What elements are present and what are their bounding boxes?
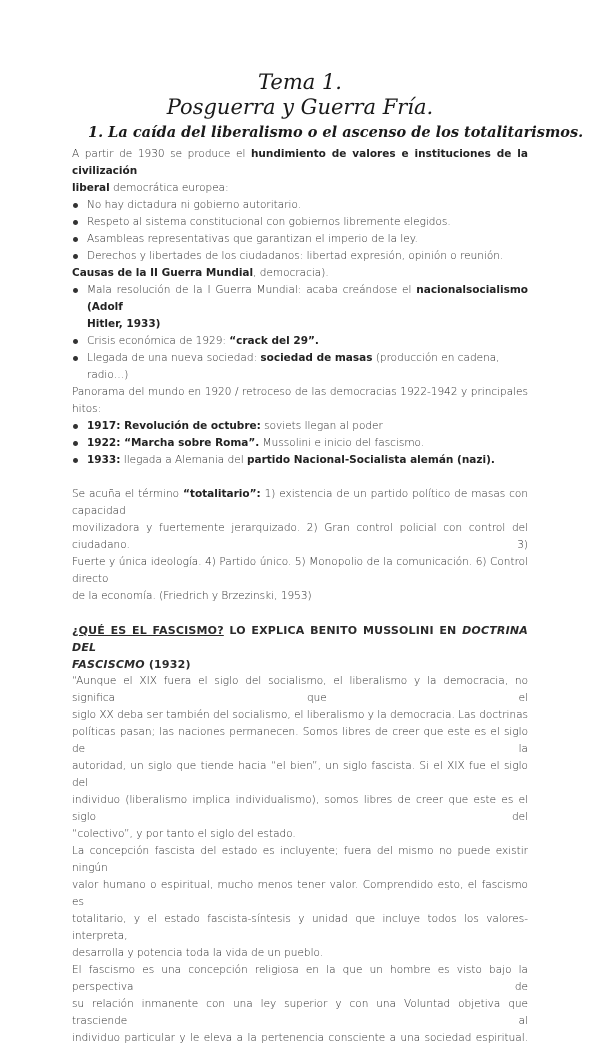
causes-list: [72, 282, 528, 384]
bullet-icon: [73, 339, 78, 344]
bullet-icon: [73, 203, 78, 208]
bullet-icon: [73, 254, 78, 259]
document-body: [72, 146, 528, 1047]
page-title-line2: Posguerra y Guerra Fría.: [166, 95, 434, 119]
list-item: Crisis económica de 1929: “crack del 29”.: [72, 333, 528, 350]
mussolini-line: autoridad, un siglo que tiende hacia “el bien”, un siglo fascista. Si el XIX fue el siglo del: [72, 760, 528, 789]
bullet-icon: [73, 220, 78, 225]
liberal-bullet-list: [72, 197, 528, 265]
list-item: 1917: Revolución de octubre: soviets llegan al poder: [72, 418, 528, 435]
list-item: Llegada de una nueva sociedad: sociedad de masas (producción en cadena, radio…): [72, 350, 528, 384]
list-item: Asambleas representativas que garantizan el imperio de la ley.: [72, 231, 528, 248]
mussolini-line: La concepción fascista del estado es incluyente; fuera del mismo no puede existir ningún: [72, 845, 528, 874]
mussolini-line: totalitario, y el estado fascista-síntesis y unidad que incluye todos los valores- interpreta,: [72, 913, 528, 942]
mussolini-line: “Aunque el XIX fuera el siglo del socialismo, el liberalismo y la democracia, no significa que el: [72, 675, 528, 704]
intro-line1: A partir de 1930 se produce el hundimiento de valores e instituciones de la civilización: [72, 148, 528, 177]
list-item: Respeto al sistema constitucional con gobiernos libremente elegidos.: [72, 214, 528, 231]
mussolini-line: desarrolla y potencia toda la vida de un pueblo.: [72, 947, 324, 959]
section1-heading: 1. La caída del liberalismo o el ascenso de los totalitarismos.: [88, 124, 584, 141]
bullet-icon: [73, 441, 78, 446]
bullet-icon: [73, 356, 78, 361]
mussolini-line: valor humano o espiritual, mucho menos tener valor. Comprendido esto, el fascismo es: [72, 879, 528, 908]
section2-heading-line2: FASCISCMO (1932): [72, 658, 191, 671]
mussolini-line: su relación inmanente con una ley superior y con una Voluntad objetiva que trasciende al: [72, 998, 528, 1027]
mussolini-line: El fascismo es una concepción religiosa en la que un hombre es visto bajo la perspectiva de: [72, 964, 528, 993]
list-item: 1933: llegada a Alemania del partido Nacional-Socialista alemán (nazi).: [72, 452, 528, 469]
mussolini-line: políticas pasan; las naciones permanecen. Somos libres de creer que este es el siglo de la: [72, 726, 528, 755]
totalitario-line2: movilizadora y fuertemente jerarquizado. 2) Gran control policial con control del ciudadano. 3): [72, 522, 528, 551]
bullet-icon: [73, 288, 78, 293]
causes-heading: Causas de la II Guerra Mundial, democracia).: [72, 267, 329, 279]
spacer: [72, 605, 528, 622]
bullet-icon: [73, 237, 78, 242]
spacer: [72, 469, 528, 486]
totalitario-line4: de la economía. (Friedrich y Brzezinski, 1953): [72, 590, 312, 602]
panorama-line: Panorama del mundo en 1920 / retroceso de las democracias 1922-1942 y principales hitos:: [72, 386, 528, 415]
mussolini-line: “colectivo”, y por tanto el siglo del estado.: [72, 828, 296, 840]
intro-line2: liberal democrática europea:: [72, 182, 229, 194]
section2-heading-line1: ¿QUÉ ES EL FASCISMO? LO EXPLICA BENITO MUSSOLINI EN DOCTRINA DEL: [72, 624, 529, 654]
mussolini-line: individuo (liberalismo implica individualismo), somos libres de creer que este es el siglo del: [72, 794, 528, 823]
list-item: No hay dictadura ni gobierno autoritario.: [72, 197, 528, 214]
totalitario-line1: Se acuña el término “totalitario”: 1) existencia de un partido político de masas con capacidad: [72, 488, 528, 517]
bullet-icon: [73, 458, 78, 463]
mussolini-line: individuo particular y le eleva a la pertenencia consciente a una sociedad espiritual.: [72, 1032, 528, 1044]
page-title-line1: Tema 1.: [258, 70, 342, 94]
bullet-icon: [73, 424, 78, 429]
list-item: 1922: “Marcha sobre Roma”. Mussolini e inicio del fascismo.: [72, 435, 528, 452]
hitos-list: [72, 418, 528, 469]
totalitario-line3: Fuerte y única ideología. 4) Partido único. 5) Monopolio de la comunicación. 6) Control directo: [72, 556, 528, 585]
list-item: Mala resolución de la I Guerra Mundial: acaba creándose el nacionalsocialismo (Adolf Hitler, 1933): [72, 282, 528, 333]
mussolini-line: siglo XX deba ser también del socialismo, el liberalismo y la democracia. Las doctrinas: [72, 709, 529, 721]
list-item: Derechos y libertades de los ciudadanos: libertad expresión, opinión o reunión.: [72, 248, 528, 265]
